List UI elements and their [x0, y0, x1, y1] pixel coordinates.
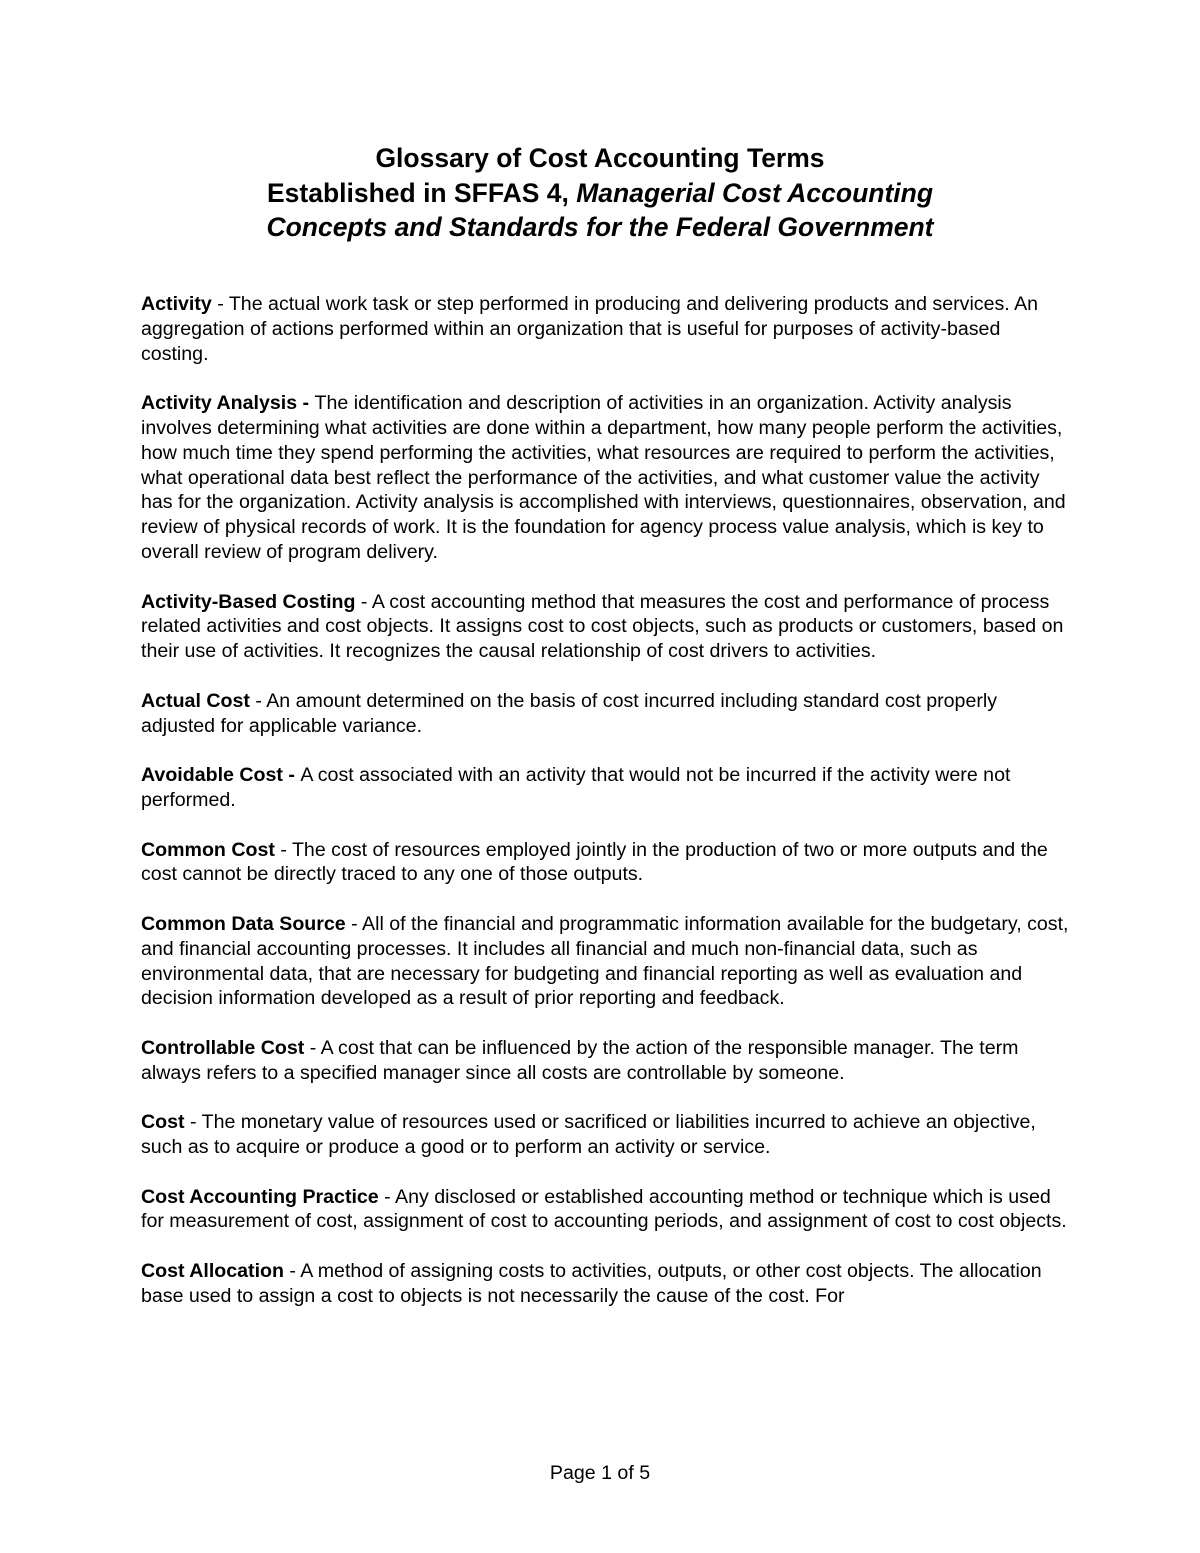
glossary-term: Avoidable Cost -	[141, 764, 301, 787]
title-line-2	[0, 176, 1200, 211]
glossary-term: Activity-Based Costing	[141, 590, 356, 613]
glossary-entry-common-cost	[141, 838, 1071, 888]
glossary-entry-activity	[141, 292, 1071, 366]
glossary-term: Cost	[141, 1111, 185, 1134]
title-line-1: Glossary of Cost Accounting Terms	[375, 143, 825, 173]
glossary-definition: - The cost of resources employed jointly in the production of two or more outputs and the cost cannot be directly traced to any one of those outputs.	[141, 838, 1048, 886]
page-number: Page 1 of 5	[549, 1462, 651, 1484]
title-line-2-prefix: Established in SFFAS 4,	[266, 177, 577, 208]
title-line-2-italic: Managerial Cost Accounting	[576, 177, 934, 208]
glossary-definition: - A method of assigning costs to activities, outputs, or other cost objects. The allocation base used to assign a cost to objects is not necessarily the cause of the cost. For	[141, 1260, 1042, 1307]
glossary-entry-cost-allocation	[141, 1259, 1071, 1309]
glossary-definition: The identification and description of activities in an organization. Activity analysis involves determining what activities are done within a department, how many people perform the activities, how much time they spend performing the activities, what resources are required to perform the activities, what operational data best reflect the performance of the activities, and what customer value the activity has for the organization. Activity analysis is accomplished with interviews, questionnaires, observation, and review of physical records of work. It is the foundation for agency process value analysis, which is key to overall review of program delivery.	[141, 392, 1066, 563]
glossary-definition: - A cost that can be influenced by the action of the responsible manager. The term always refers to a specified manager since all costs are controllable by someone.	[141, 1036, 1019, 1084]
glossary-entry-cost-accounting-practice	[141, 1185, 1071, 1235]
glossary-entry-actual-cost	[141, 689, 1071, 739]
page-footer	[0, 1461, 1200, 1485]
glossary-term: Actual Cost	[141, 689, 250, 712]
glossary-entry-activity-based-costing	[141, 590, 1071, 664]
glossary-term: Controllable Cost	[141, 1036, 305, 1059]
document-title	[0, 141, 1200, 245]
glossary-definition: - A cost accounting method that measures the cost and performance of process related activities and cost objects. It assigns cost to cost objects, such as products or customers, based on their use of activities. It recognizes the causal relationship of cost drivers to activities.	[141, 590, 1064, 663]
glossary-term: Activity	[141, 293, 212, 315]
glossary-definition: A cost associated with an activity that would not be incurred if the activity were not performed.	[141, 764, 1011, 811]
glossary-term: Cost Allocation	[141, 1260, 284, 1283]
glossary-term: Activity Analysis -	[141, 392, 315, 415]
glossary-entry-common-data-source	[141, 912, 1071, 1011]
glossary-entry-avoidable-cost	[141, 763, 1071, 813]
glossary-list	[141, 292, 1071, 1333]
glossary-definition: - An amount determined on the basis of cost incurred including standard cost properly adjusted for applicable variance.	[141, 689, 998, 737]
glossary-definition: - All of the financial and programmatic information available for the budgetary, cost, and financial accounting processes. It includes all financial and much non-financial data, such as environmental data, that are necessary for budgeting and financial reporting as well as evaluation and decision information developed as a result of prior reporting and feedback.	[141, 912, 1069, 1010]
glossary-definition: - The actual work task or step performed in producing and delivering products and services. An aggregation of actions performed within an organization that is useful for purposes of activity-based costing.	[141, 293, 1039, 365]
glossary-term: Cost Accounting Practice	[141, 1185, 379, 1208]
glossary-term: Common Cost	[141, 838, 275, 861]
title-line-3: Concepts and Standards for the Federal Government	[266, 212, 934, 242]
glossary-term: Common Data Source	[141, 912, 346, 935]
glossary-entry-cost	[141, 1110, 1071, 1160]
glossary-definition: - Any disclosed or established accounting method or technique which is used for measurement of cost, assignment of cost to accounting periods, and assignment of cost to cost objects.	[141, 1185, 1067, 1233]
glossary-entry-activity-analysis	[141, 391, 1071, 565]
glossary-definition: - The monetary value of resources used or sacrificed or liabilities incurred to achieve an objective, such as to acquire or produce a good or to perform an activity or service.	[141, 1111, 1036, 1159]
glossary-entry-controllable-cost	[141, 1036, 1071, 1086]
